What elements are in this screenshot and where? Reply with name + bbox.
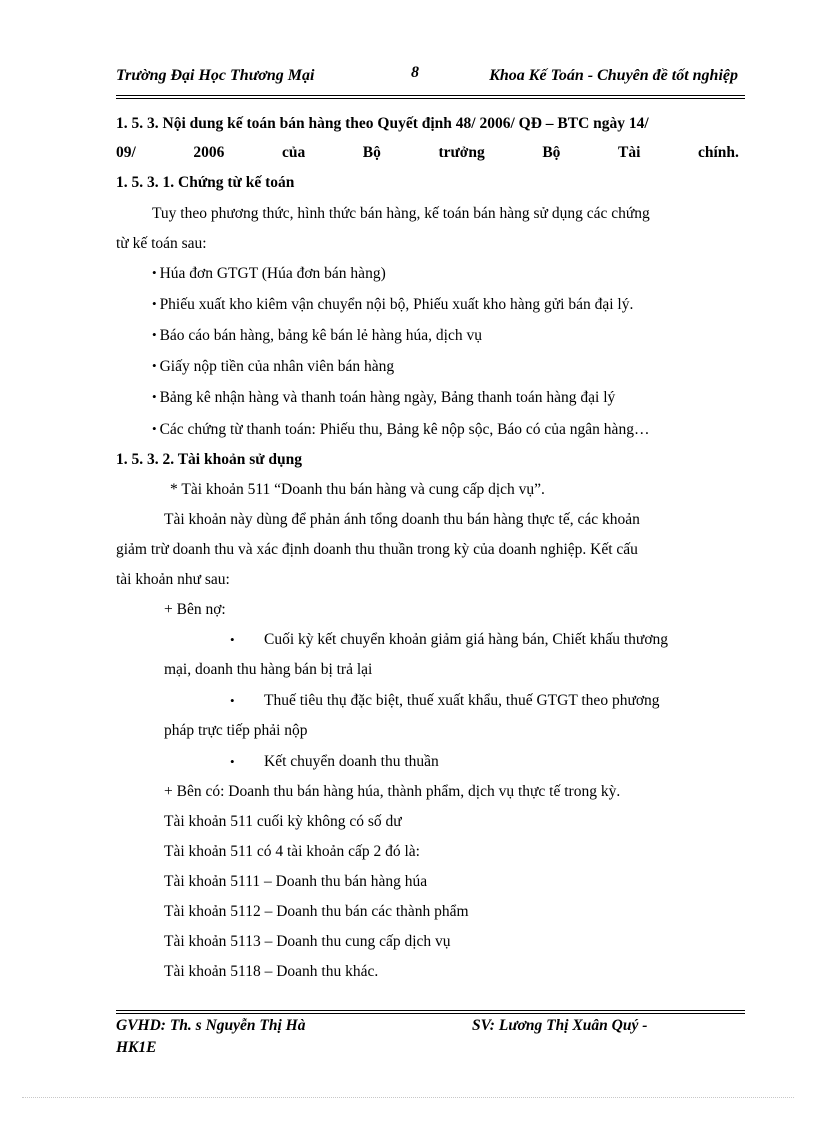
paragraph-line: Tài khoản 511 cuối kỳ không có số dư [164, 813, 402, 830]
account-heading: * Tài khoản 511 “Doanh thu bán hàng và cung cấp dịch vụ”. [170, 481, 545, 498]
sub-account-item: Tài khoản 5112 – Doanh thu bán các thành phẩm [164, 903, 469, 920]
bullet-icon: • [230, 632, 235, 647]
title-word: chính. [698, 144, 739, 161]
page-number: 8 [411, 64, 419, 81]
title-word: của [281, 144, 306, 161]
paragraph-line: từ kế toán sau: [116, 235, 207, 252]
title-word: 2006 [193, 144, 225, 161]
title-word: trưởng [438, 144, 485, 161]
page-edge-divider [22, 1097, 794, 1098]
footer-rule [116, 1010, 745, 1011]
debit-item: Cuối kỳ kết chuyển khoản giảm giá hàng bán, Chiết khấu thương [264, 631, 669, 648]
sub-account-item: Tài khoản 5111 – Doanh thu bán hàng húa [164, 873, 428, 890]
title-word: 09/ [116, 144, 136, 161]
paragraph-line: giảm trừ doanh thu và xác định doanh thu thuần trong kỳ của doanh nghiệp. Kết cấu [116, 541, 638, 558]
title-word: Bộ [362, 144, 381, 161]
list-item: • Giấy nộp tiền của nhân viên bán hàng [152, 358, 394, 376]
title-word: Tài [618, 144, 641, 161]
debit-item: Kết chuyển doanh thu thuần [264, 753, 439, 770]
sub-account-item: Tài khoản 5113 – Doanh thu cung cấp dịch vụ [164, 933, 451, 950]
section-title-line1: 1. 5. 3. Nội dung kế toán bán hàng theo Quyết định 48/ 2006/ QĐ – BTC ngày 14/ [116, 115, 649, 132]
debit-label: + Bên nợ: [164, 601, 226, 618]
header-rule-inner [116, 98, 745, 99]
header-department: Khoa Kế Toán - Chuyên đề tốt nghiệp [489, 67, 738, 84]
list-item: • Các chứng từ thanh toán: Phiếu thu, Bảng kê nộp sộc, Báo có của ngân hàng… [152, 421, 649, 439]
list-item: • Báo cáo bán hàng, bảng kê bán lẻ hàng húa, dịch vụ [152, 327, 482, 345]
sub-account-item: Tài khoản 5118 – Doanh thu khác. [164, 963, 379, 980]
title-word: Bộ [542, 144, 561, 161]
list-item: • Bảng kê nhận hàng và thanh toán hàng ngày, Bảng thanh toán hàng đại lý [152, 389, 615, 407]
bullet-icon: • [230, 693, 235, 708]
list-item: • Phiếu xuất kho kiêm vận chuyển nội bộ, Phiếu xuất kho hàng gửi bán đại lý. [152, 296, 633, 314]
footer-rule-inner [116, 1013, 745, 1014]
running-header [116, 64, 738, 92]
paragraph-line: Tuy theo phương thức, hình thức bán hàng, kế toán bán hàng sử dụng các chứng [152, 205, 650, 222]
footer-supervisor: GVHD: Th. s Nguyễn Thị Hà [116, 1017, 306, 1034]
paragraph-line: Tài khoản 511 có 4 tài khoản cấp 2 đó là: [164, 843, 420, 860]
paragraph-line: tài khoản như sau: [116, 571, 230, 588]
subsection-title-accounts: 1. 5. 3. 2. Tài khoản sử dụng [116, 451, 303, 468]
paragraph-line: Tài khoản này dùng để phản ánh tổng doanh thu bán hàng thực tế, các khoản [164, 511, 640, 528]
header-school: Trường Đại Học Thương Mại [116, 67, 315, 84]
footer-class: HK1E [116, 1039, 157, 1056]
subsection-title-documents: 1. 5. 3. 1. Chứng từ kế toán [116, 174, 295, 191]
section-title-line2 [116, 144, 739, 162]
debit-item-cont: mại, doanh thu hàng bán bị trả lại [164, 661, 373, 678]
bullet-icon: • [230, 754, 235, 769]
header-rule [116, 95, 745, 96]
credit-line: + Bên có: Doanh thu bán hàng húa, thành phẩm, dịch vụ thực tế trong kỳ. [164, 783, 621, 800]
debit-item-cont: pháp trực tiếp phải nộp [164, 722, 308, 739]
list-item: • Húa đơn GTGT (Húa đơn bán hàng) [152, 265, 386, 283]
footer-student: SV: Lương Thị Xuân Quý - [472, 1017, 648, 1034]
debit-item: Thuế tiêu thụ đặc biệt, thuế xuất khẩu, thuế GTGT theo phương [264, 692, 660, 709]
